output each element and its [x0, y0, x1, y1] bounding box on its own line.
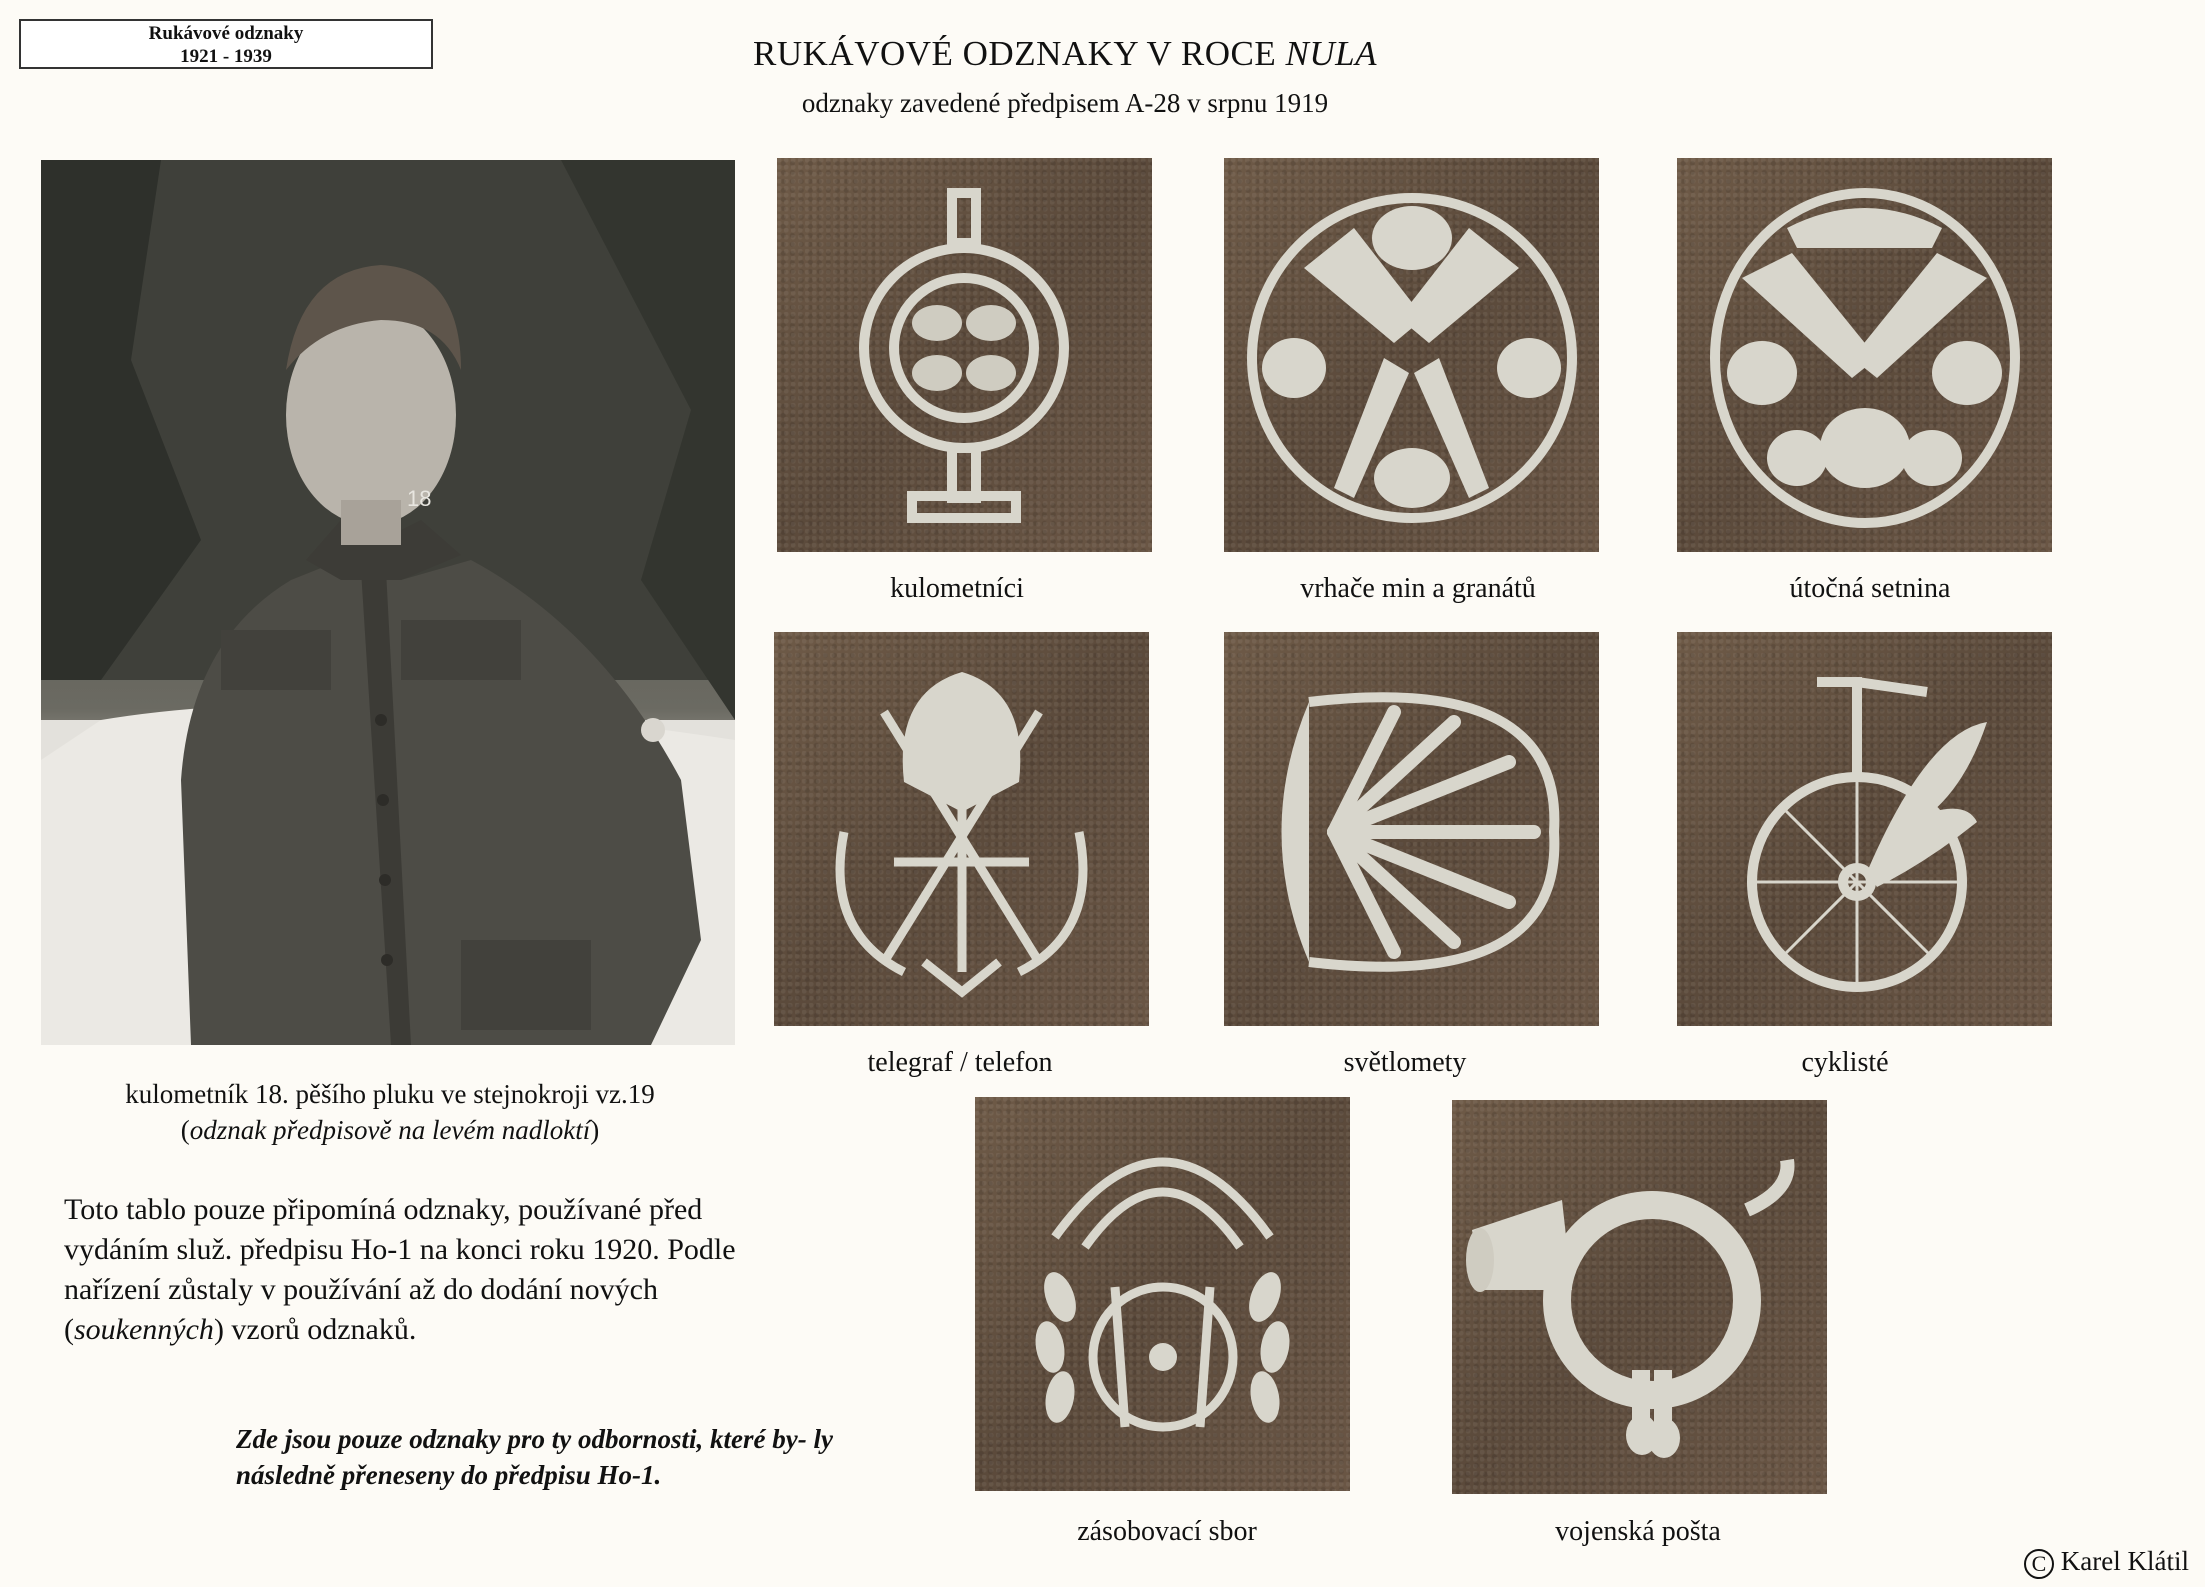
series-years: 1921 - 1939: [180, 46, 272, 67]
copyright-icon: C: [2024, 1549, 2054, 1579]
page-subtitle: odznaky zavedené předpisem A-28 v srpnu 1919: [801, 88, 1329, 118]
supply-corps-badge-icon: [975, 1097, 1350, 1491]
paragraph-italic: soukenných: [74, 1313, 214, 1346]
series-label-box: [19, 19, 433, 69]
caption-open-paren: (: [180, 1115, 190, 1145]
soldier-photo: [41, 160, 735, 1045]
machine-gun-badge-icon: [777, 158, 1152, 552]
caption-close-paren: ): [590, 1115, 600, 1145]
badge-label-machine-gun: kulometníci: [890, 573, 1024, 604]
badge-label-telegraph: telegraf / telefon: [867, 1047, 1053, 1078]
assault-company-badge-icon: [1677, 158, 2052, 552]
page-title-main: RUKÁVOVÉ ODZNAKY V ROCE: [753, 34, 1286, 73]
page-title: [720, 34, 1410, 74]
searchlight-badge-icon: [1224, 632, 1599, 1026]
mine-thrower-badge-icon: [1224, 158, 1599, 552]
paragraph-part2: ) vzorů odznaků.: [213, 1313, 417, 1346]
caption-italic: odznak předpisově na levém nadloktí: [189, 1115, 591, 1145]
telegraph-badge-icon: [774, 632, 1149, 1026]
description-paragraph: [64, 1190, 744, 1350]
cyclist-badge-icon: [1677, 632, 2052, 1026]
badge-label-cyclist: cyklisté: [1801, 1047, 1889, 1078]
photo-caption: [60, 1076, 720, 1148]
copyright-author: Karel Klátil: [2060, 1546, 2189, 1576]
paragraph-part1: Toto tablo pouze připomíná odznaky, používané před vydáním služ. předpisu Ho-1 na konci roku 1920. Podle nařízení zůstaly v používání až do dodání nových (: [64, 1193, 736, 1346]
note-paragraph: Zde jsou pouze odznaky pro ty odbornosti, které by- ly následně přeneseny do předpisu Ho-1.: [236, 1424, 833, 1490]
page-title-italic: NULA: [1285, 34, 1377, 73]
post-horn-badge-icon: [1452, 1100, 1827, 1494]
badge-label-mine-thrower: vrhače min a granátů: [1300, 573, 1536, 604]
photo-caption-line2: [60, 1112, 720, 1148]
collar-number: 18: [407, 486, 432, 511]
badge-label-searchlight: světlomety: [1343, 1047, 1467, 1078]
badge-label-assault-company: útočná setnina: [1789, 573, 1951, 604]
photo-caption-line1: kulometník 18. pěšího pluku ve stejnokroji vz.19: [125, 1079, 655, 1109]
copyright: [2024, 1546, 2189, 1579]
badge-label-supply-corps: zásobovací sbor: [1077, 1516, 1257, 1547]
badge-label-post-horn: vojenská pošta: [1555, 1516, 1721, 1547]
series-title: Rukávové odznaky: [148, 23, 304, 44]
